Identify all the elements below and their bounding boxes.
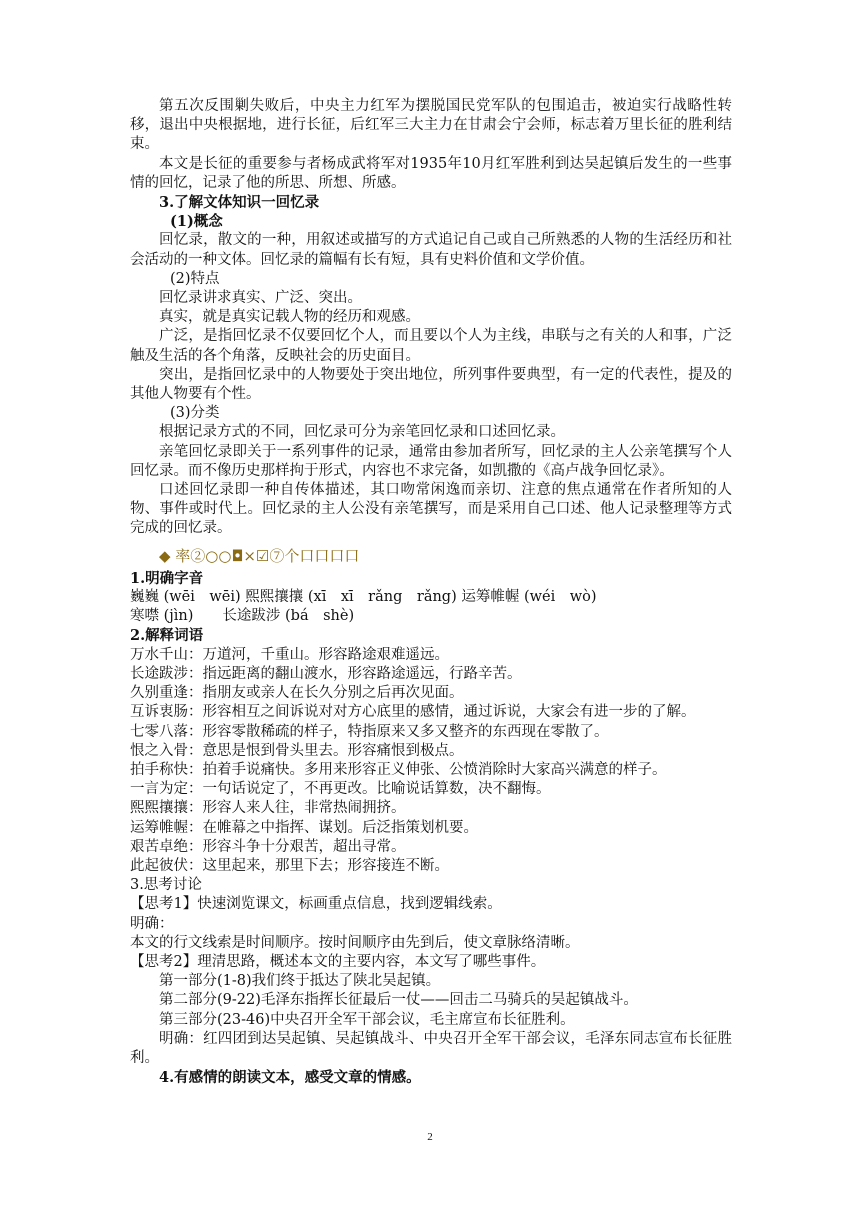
page-number: 2 [427,1131,433,1143]
vocab-item: 熙熙攘攘：形容人来人往，非常热闹拥挤。 [130,800,406,817]
answer-label: 明确： [130,915,174,932]
answer-1: 本文的行文线索是时间顺序。按时间顺序由先到后，使文章脉络清晰。 [130,934,580,951]
concept-heading: (1)概念 [170,213,223,231]
features-heading: (2)特点 [170,270,220,287]
vocab-item: 一言为定：一句话说定了，不再更改。比喻说话算数，决不翻悔。 [130,781,551,798]
part-2: 第二部分(9-22)毛泽东指挥长征最后一仗——回击二马骑兵的吴起镇战斗。 [159,992,638,1009]
reading-heading: 4.有感情的朗读文本，感受文章的情感。 [159,1069,421,1087]
pronunciation-heading: 1.明确字音 [130,569,204,587]
features-intro: 回忆录讲求真实、广泛、突出。 [159,290,362,307]
feature-real: 真实，就是真实记载人物的经历和观感。 [159,309,420,326]
intro-paragraph-2: 本文是长征的重要参与者杨成武将军对1935年10月红军胜利到达吴起镇后发生的一些事情的回忆，记录了他的所思、所想、所感。 [130,155,732,191]
pronunciation-line-1: 巍巍 (wēi wēi) 熙熙攘攘 (xī xī rǎng rǎng) 运筹帷幄 (wéi wò) [130,589,597,606]
classification-heading: (3)分类 [170,405,220,422]
part-1: 第一部分(1-8)我们终于抵达了陕北吴起镇。 [159,973,441,990]
vocab-item: 互诉衷肠：形容相互之间诉说对对方心底里的感情，通过诉说，大家会有进一步的了解。 [130,704,696,721]
concept-text: 回忆录，散文的一种，用叙述或描写的方式追记自己或自己所熟悉的人物的生活经历和社会活动的一种文体。回忆录的篇幅有长有短，具有史料价值和文学价值。 [130,232,732,268]
section-banner: ◆ 率②○○◘×☑⑦个口口口口 [159,546,360,565]
intro-paragraph-1: 第五次反围剿失败后，中央主力红军为摆脱国民党军队的包围追击，被迫实行战略性转移，退出中央根据地，进行长征，后红军三大主力在甘肃会宁会师，标志着万里长征的胜利结束。 [130,98,732,153]
discussion-heading: 3.思考讨论 [130,877,202,894]
vocab-item: 恨之入骨：意思是恨到骨头里去。形容痛恨到极点。 [130,742,464,759]
answer-2: 明确：红四团到达吴起镇、吴起镇战斗、中央召开全军干部会议，毛泽东同志宣布长征胜利。 [130,1030,732,1066]
vocab-item: 艰苦卓绝：形容斗争十分艰苦，超出寻常。 [130,838,406,855]
genre-heading: 3.了解文体知识一回忆录 [159,194,320,212]
vocab-item: 七零八落：形容零散稀疏的样子，特指原来又多又整齐的东西现在零散了。 [130,723,609,740]
classification-intro: 根据记录方式的不同，回忆录可分为亲笔回忆录和口述回忆录。 [159,424,565,441]
vocab-heading: 2.解释词语 [130,627,204,645]
vocab-item: 长途跋涉：指远距离的翻山渡水，形容路途遥远，行路辛苦。 [130,665,522,682]
pronunciation-line-2: 寒噤 (jìn) 长途跋涉 (bá shè) [130,608,355,625]
vocab-item: 此起彼伏：这里起来，那里下去；形容接连不断。 [130,857,449,874]
feature-prominent: 突出，是指回忆录中的人物要处于突出地位，所列事件要典型，有一定的代表性，提及的其他人物要有个性。 [130,366,732,403]
oral-memoir-text: 口述回忆录即一种自传体描述，其口吻常闲逸而亲切、注意的焦点通常在作者所知的人物、事件或时代上。回忆录的主人公没有亲笔撰写，而是采用自己口述、他人记录整理等方式完成的回忆录。 [130,482,732,537]
question-1: 【思考1】快速浏览课文，标画重点信息，找到逻辑线索。 [130,896,502,913]
document-page [130,97,732,1087]
question-2: 【思考2】理清思路，概述本文的主要内容，本文写了哪些事件。 [130,953,546,970]
vocab-item: 万水千山：万道河，千重山。形容路途艰难遥远。 [130,646,449,663]
vocab-item: 运筹帷幄：在帷幕之中指挥、谋划。后泛指策划机要。 [130,819,478,836]
part-3: 第三部分(23-46)中央召开全军干部会议，毛主席宣布长征胜利。 [159,1011,575,1028]
vocab-item: 拍手称快：拍着手说痛快。多用来形容正义伸张、公愤消除时大家高兴满意的样子。 [130,761,667,778]
written-memoir-text: 亲笔回忆录即关于一系列事件的记录，通常由参加者所写，回忆录的主人公亲笔撰写个人回忆录。而不像历史那样拘于形式，内容也不求完备，如凯撒的《高卢战争回忆录》。 [130,443,732,479]
vocab-item: 久别重逢：指朋友或亲人在长久分别之后再次见面。 [130,685,464,702]
feature-broad: 广泛，是指回忆录不仅要回忆个人，而且要以个人为主线，串联与之有关的人和事，广泛触及生活的各个角落，反映社会的历史面目。 [130,328,732,364]
